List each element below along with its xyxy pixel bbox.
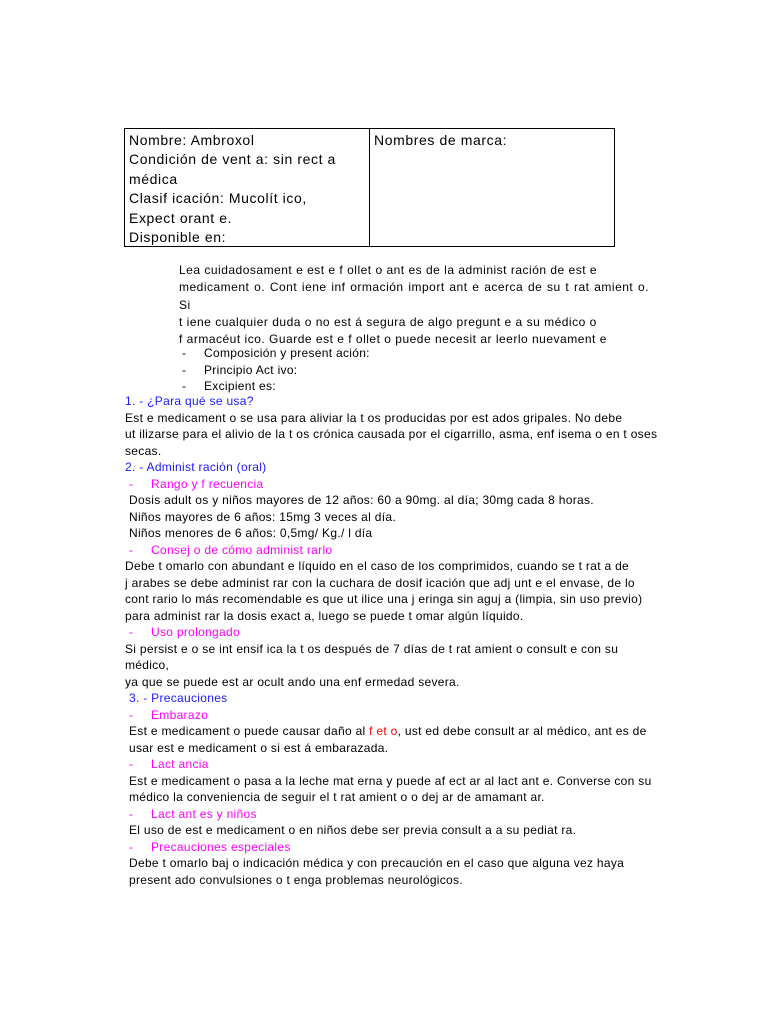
bullet-dash: - [129,707,134,722]
body-line: Dosis adult os y niños mayores de 12 años: 60 a 90mg. al día; 30mg cada 8 horas. [129,493,594,507]
sale-condition: Condición de vent a: sin rect a [129,151,336,168]
bullet-dash: - [182,379,187,393]
bullet-dash: - [129,542,134,557]
body-line: Niños menores de 6 años: 0,5mg/ Kg./ l día [129,526,373,540]
drug-info-table [124,128,615,247]
body-line: Niños mayores de 6 años: 15mg 3 veces al día. [129,509,396,524]
classification: Clasif icación: Mucolít ico, [129,190,307,207]
body-line: cont rario lo más recomendable es que ut ilice una j eringa sin aguj a (limpia, sin uso previo) [125,592,643,606]
body-line: present ado convulsiones o t enga problemas neurológicos. [129,872,463,887]
body-line: para administ rar la dosis exact a, luego se puede t omar algún líquido. [125,608,524,623]
body-line: Est e medicament o se usa para aliviar la t os producidas por est ados gripales. No debe [125,410,623,425]
drug-name: Nombre: Ambroxol [129,132,255,148]
intro-paragraph [179,262,649,348]
body-text: Est e medicament o puede causar daño al [129,724,370,738]
subheading-label: Embarazo [151,707,209,722]
bullet-dash: - [129,757,134,771]
brand-names-label: Nombres de marca: [374,132,508,148]
leaflet-body [125,393,665,888]
subheading-advice [125,542,665,559]
body-line: Si persist e o se int ensif ica la t os después de 7 días de t rat amient o consult e con su médico, [125,641,619,672]
drug-info-cell [125,129,370,246]
intro-line: Lea cuidadosament e est e f ollet o ant es de la administ ración de est e [179,263,598,277]
subheading-pregnancy [125,707,665,724]
bullet-dash: - [129,806,134,821]
list-item-label: Principio Act ivo: [204,362,298,377]
body-line: médico la conveniencia de seguir el t rat amient o o dej ar de amamant ar. [129,790,545,804]
classification-cont: Expect orant e. [129,209,233,226]
body-line: secas. [125,443,162,458]
subheading-label: Precauciones especiales [151,839,291,854]
intro-line: t iene cualquier duda o no est á segura de algo pregunt e a su médico o [179,314,597,329]
subheading-children [125,806,665,823]
body-line: ya que se puede est ar ocult ando una enf ermedad severa. [125,674,460,689]
list-item [182,345,370,362]
subheading-prolonged-use [125,624,665,641]
body-line: ut ilizarse para el alivio de la t os crónica causada por el cigarrillo, asma, enf isema o en t oses [125,427,658,441]
composition-list [182,345,370,395]
bullet-dash: - [129,625,134,639]
list-item [182,362,370,379]
list-item-label: Composición y present ación: [204,346,370,360]
bullet-dash: - [182,362,187,377]
intro-line: f armacéut ico. Guarde est e f ollet o puede necesit ar leerlo nuevament e [179,332,607,347]
body-line: Debe t omarlo con abundant e líquido en el caso de los comprimidos, cuando se t rat a de [125,559,630,573]
list-item-label: Excipient es: [204,379,276,393]
subheading-lactation [125,756,665,773]
sale-condition-cont: médica [129,170,178,187]
subheading-special-precautions [125,839,665,856]
subheading-label: Rango y f recuencia [151,476,264,491]
subheading-label: Uso prolongado [151,625,240,639]
section-heading-precautions: 3. - Precauciones [129,691,228,705]
bullet-dash: - [129,476,134,491]
bullet-dash: - [129,839,134,854]
subheading-label: Lact ant es y niños [151,806,257,821]
body-text: , ust ed debe consult ar al médico, ant es de [397,724,647,738]
subheading-label: Consej o de cómo administ rarlo [151,542,333,557]
brand-names-cell [370,129,614,246]
subheading-label: Lact ancia [151,757,209,771]
bullet-dash: - [182,346,187,360]
body-line [125,723,665,740]
highlight-word: f et o [369,724,398,738]
intro-line: medicament o. Cont iene inf ormación import ant e acerca de su t rat amient o. Si [179,280,649,312]
body-line: El uso de est e medicament o en niños debe ser previa consult a a su pediat ra. [129,823,577,837]
section-heading-usage: 1. - ¿Para qué se usa? [125,394,254,408]
subheading-range [125,476,665,493]
section-heading-administration: 2. - Administ ración (oral) [125,460,267,474]
available-in: Disponible en: [129,229,227,246]
body-line: Debe t omarlo baj o indicación médica y con precaución en el caso que alguna vez haya [129,856,625,870]
body-line: Est e medicament o pasa a la leche mat erna y puede af ect ar al lact ant e. Converse con su [129,773,652,788]
body-line: usar est e medicament o si est á embarazada. [129,740,389,755]
body-line: j arabes se debe administ rar con la cuchara de dosif icación que adj unt e el envase, de lo [125,575,635,590]
